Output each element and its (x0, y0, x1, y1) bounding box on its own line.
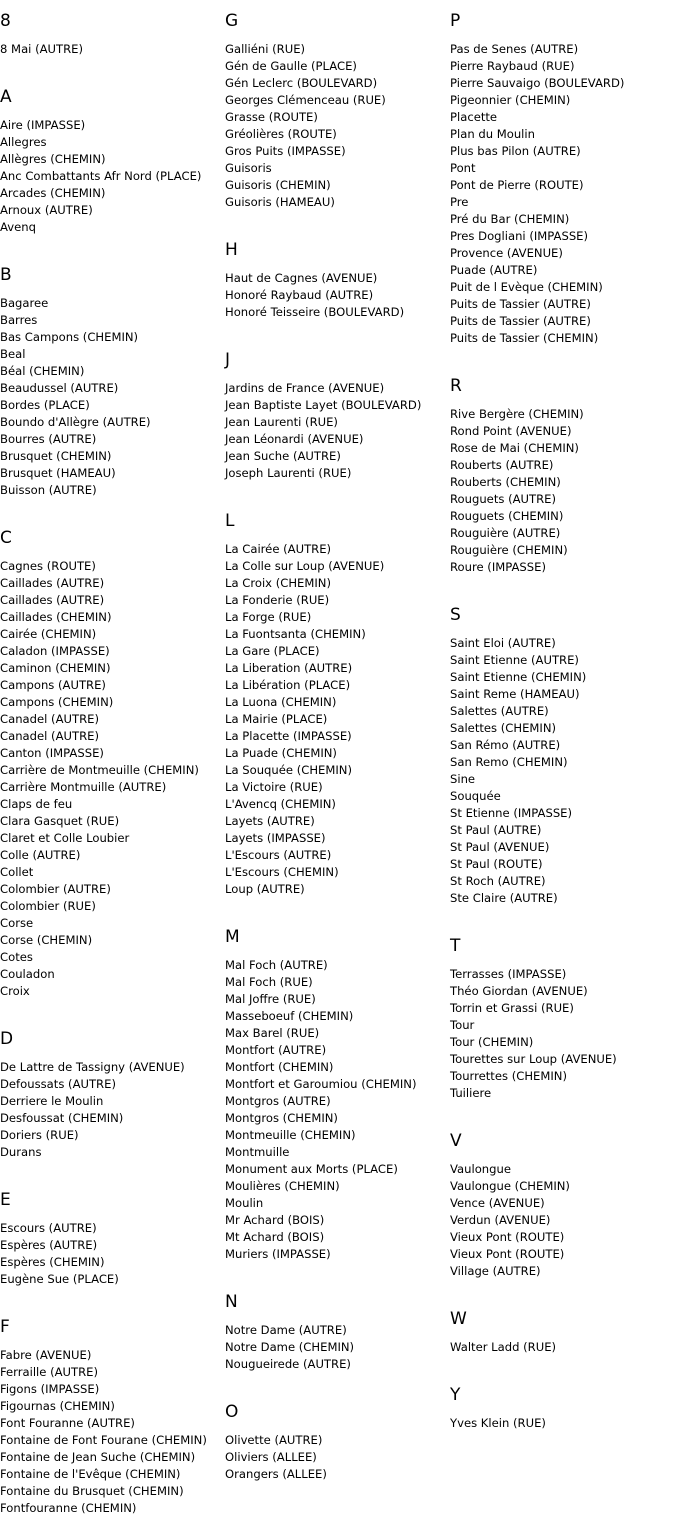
letter-section (450, 364, 675, 593)
letter-section (450, 1297, 675, 1373)
street-entry: Corse (CHEMIN) (0, 933, 93, 947)
section-spacer (225, 1483, 447, 1500)
street-entry: Village (AUTRE) (450, 1264, 541, 1278)
street-entry: Bourres (AUTRE) (0, 432, 97, 446)
street-entry: Mal Foch (AUTRE) (225, 958, 328, 972)
street-entry: Corse (0, 916, 34, 930)
letter-section (450, 1373, 675, 1449)
street-entry: Ste Claire (AUTRE) (450, 891, 558, 905)
street-entry: Honoré Raybaud (AUTRE) (225, 288, 374, 302)
section-letter-heading: J (225, 350, 231, 370)
street-entry: Montfort (AUTRE) (225, 1043, 327, 1057)
street-entry: Vaulongue (CHEMIN) (450, 1179, 570, 1193)
street-entry: Caillades (AUTRE) (0, 576, 105, 590)
street-entry: Cairée (CHEMIN) (0, 627, 97, 641)
street-entry: Couladon (0, 967, 55, 981)
street-entry: Pont de Pierre (ROUTE) (450, 178, 584, 192)
street-entry: Defoussats (AUTRE) (0, 1077, 116, 1091)
index-column (225, 0, 447, 1500)
street-entry: Gréolières (ROUTE) (225, 127, 337, 141)
street-entry: Bordes (PLACE) (0, 398, 90, 412)
letter-section (450, 1119, 675, 1297)
section-spacer (0, 236, 222, 253)
street-entry: St Paul (ROUTE) (450, 857, 543, 871)
street-entry: Fontaine de Font Fourane (CHEMIN) (0, 1433, 207, 1447)
street-entry: Georges Clémenceau (RUE) (225, 93, 386, 107)
street-entry: Collet (0, 865, 34, 879)
letter-section (450, 924, 675, 1119)
street-entry: La Cairée (AUTRE) (225, 542, 332, 556)
street-entry: Grasse (ROUTE) (225, 110, 318, 124)
street-entry: Allegres (0, 135, 47, 149)
street-entry: Fontaine de Jean Suche (CHEMIN) (0, 1450, 196, 1464)
street-entry: Montmeuille (CHEMIN) (225, 1128, 356, 1142)
street-entry: Salettes (CHEMIN) (450, 721, 557, 735)
street-entry: Montfort (CHEMIN) (225, 1060, 334, 1074)
street-entry: Croix (0, 984, 30, 998)
section-letter-heading: A (0, 87, 12, 107)
street-entry: Claret et Colle Loubier (0, 831, 130, 845)
street-entry: Boundo d'Allègre (AUTRE) (0, 415, 151, 429)
section-letter-heading: S (450, 605, 461, 625)
letter-section (0, 516, 222, 1017)
street-entry: La Libération (PLACE) (225, 678, 351, 692)
street-entry: Espères (AUTRE) (0, 1238, 98, 1252)
letter-section (450, 593, 675, 924)
street-entry: Fontfouranne (CHEMIN) (0, 1501, 137, 1515)
street-entry: Pas de Senes (AUTRE) (450, 42, 579, 56)
street-entry: Rouguière (AUTRE) (450, 526, 561, 540)
section-spacer (0, 1288, 222, 1305)
street-entry: Guisoris (225, 161, 272, 175)
street-entry: St Etienne (IMPASSE) (450, 806, 573, 820)
section-spacer (450, 1356, 675, 1373)
street-entry: Rouberts (AUTRE) (450, 458, 554, 472)
street-entry: Claps de feu (0, 797, 73, 811)
section-letter-heading: H (225, 240, 238, 260)
street-entry: Mal Foch (RUE) (225, 975, 313, 989)
street-entry: La Liberation (AUTRE) (225, 661, 353, 675)
section-letter-heading: G (225, 11, 239, 31)
street-entry: Figons (IMPASSE) (0, 1382, 100, 1396)
street-entry: La Gare (PLACE) (225, 644, 320, 658)
section-letter-heading: M (225, 927, 240, 947)
street-entry: Avenq (0, 220, 36, 234)
street-entry: L'Escours (CHEMIN) (225, 865, 339, 879)
street-entry: La Colle sur Loup (AVENUE) (225, 559, 385, 573)
letter-section (225, 499, 447, 915)
street-entry: Durans (0, 1145, 42, 1159)
street-entry: Saint Etienne (CHEMIN) (450, 670, 587, 684)
street-entry: Allègres (CHEMIN) (0, 152, 106, 166)
street-entry: Provence (AVENUE) (450, 246, 563, 260)
street-entry: Beal (0, 347, 26, 361)
street-entry: La Luona (CHEMIN) (225, 695, 337, 709)
street-entry: La Souquée (CHEMIN) (225, 763, 352, 777)
street-entry: Mt Achard (BOIS) (225, 1230, 325, 1244)
street-entry: Joseph Laurenti (RUE) (225, 466, 352, 480)
section-spacer (0, 499, 222, 516)
letter-section (0, 1305, 222, 1534)
street-entry: San Rémo (AUTRE) (450, 738, 561, 752)
street-entry: Jardins de France (AVENUE) (225, 381, 385, 395)
section-letter-heading: P (450, 11, 461, 31)
street-entry: Roure (IMPASSE) (450, 560, 546, 574)
street-entry: Masseboeuf (CHEMIN) (225, 1009, 354, 1023)
section-letter-heading: N (225, 1292, 238, 1312)
street-entry: Derriere le Moulin (0, 1094, 104, 1108)
street-entry: Cagnes (ROUTE) (0, 559, 96, 573)
street-entry: Sine (450, 772, 476, 786)
street-entry: Gén Leclerc (BOULEVARD) (225, 76, 378, 90)
street-entry: Brusquet (HAMEAU) (0, 466, 116, 480)
street-entry: Ferraille (AUTRE) (0, 1365, 99, 1379)
letter-section (450, 11, 675, 364)
section-spacer (450, 1280, 675, 1297)
street-entry: Tour (CHEMIN) (450, 1035, 534, 1049)
street-entry: Pre (450, 195, 469, 209)
street-entry: Moulières (CHEMIN) (225, 1179, 340, 1193)
street-entry: Fontaine du Brusquet (CHEMIN) (0, 1484, 184, 1498)
street-entry: Layets (AUTRE) (225, 814, 315, 828)
section-spacer (0, 1517, 222, 1534)
street-entry: Saint Eloi (AUTRE) (450, 636, 556, 650)
street-entry: Moulin (225, 1196, 264, 1210)
section-spacer (0, 1161, 222, 1178)
section-letter-heading: T (450, 936, 461, 956)
street-entry: Galliéni (RUE) (225, 42, 306, 56)
street-entry: Plus bas Pilon (AUTRE) (450, 144, 581, 158)
street-entry: Placette (450, 110, 498, 124)
street-entry: Clara Gasquet (RUE) (0, 814, 120, 828)
section-letter-heading: V (450, 1131, 462, 1151)
street-entry: Jean Suche (AUTRE) (225, 449, 341, 463)
section-spacer (225, 211, 447, 228)
street-entry: Buisson (AUTRE) (0, 483, 97, 497)
street-entry: Mal Joffre (RUE) (225, 992, 316, 1006)
street-entry: St Paul (AUTRE) (450, 823, 542, 837)
street-entry: Saint Etienne (AUTRE) (450, 653, 579, 667)
street-entry: Brusquet (CHEMIN) (0, 449, 112, 463)
letter-section (0, 1017, 222, 1178)
street-entry: Tourettes sur Loup (AVENUE) (450, 1052, 617, 1066)
street-entry: Vence (AVENUE) (450, 1196, 545, 1210)
section-spacer (450, 347, 675, 364)
street-entry: Rouguière (CHEMIN) (450, 543, 568, 557)
section-letter-heading: W (450, 1309, 467, 1329)
section-spacer (225, 898, 447, 915)
street-entry: Rive Bergère (CHEMIN) (450, 407, 584, 421)
street-entry: Desfoussat (CHEMIN) (0, 1111, 124, 1125)
street-entry: Pont (450, 161, 476, 175)
street-entry: L'Avencq (CHEMIN) (225, 797, 336, 811)
street-entry: Rouberts (CHEMIN) (450, 475, 561, 489)
street-entry: Caillades (AUTRE) (0, 593, 105, 607)
letter-section (225, 338, 447, 499)
street-entry: Honoré Teisseire (BOULEVARD) (225, 305, 405, 319)
street-entry: Béal (CHEMIN) (0, 364, 85, 378)
letter-section (225, 228, 447, 338)
street-entry: Olivette (AUTRE) (225, 1433, 323, 1447)
section-letter-heading: 8 (0, 11, 11, 31)
street-entry: Tuiliere (450, 1086, 492, 1100)
street-entry: Bagaree (0, 296, 49, 310)
street-entry: Canadel (AUTRE) (0, 729, 99, 743)
street-entry: Carrière de Montmeuille (CHEMIN) (0, 763, 199, 777)
street-entry: Tour (450, 1018, 475, 1032)
street-entry: Théo Giordan (AVENUE) (450, 984, 588, 998)
letter-section (225, 915, 447, 1280)
street-entry: Max Barel (RUE) (225, 1026, 320, 1040)
section-spacer (450, 1432, 675, 1449)
street-entry: Gros Puits (IMPASSE) (225, 144, 346, 158)
street-entry: Arcades (CHEMIN) (0, 186, 106, 200)
street-entry: La Fuontsanta (CHEMIN) (225, 627, 366, 641)
street-entry: Montgros (AUTRE) (225, 1094, 331, 1108)
street-entry: Escours (AUTRE) (0, 1221, 97, 1235)
street-entry: Salettes (AUTRE) (450, 704, 549, 718)
street-entry: La Victoire (RUE) (225, 780, 323, 794)
street-entry: Aire (IMPASSE) (0, 118, 86, 132)
street-entry: Anc Combattants Afr Nord (PLACE) (0, 169, 202, 183)
street-entry: Rouguets (CHEMIN) (450, 509, 564, 523)
section-letter-heading: D (0, 1029, 14, 1049)
letter-section (225, 11, 447, 228)
section-spacer (450, 907, 675, 924)
letter-section (0, 1178, 222, 1305)
section-letter-heading: B (0, 265, 12, 285)
street-entry: Espères (CHEMIN) (0, 1255, 105, 1269)
street-entry: Vieux Pont (ROUTE) (450, 1230, 565, 1244)
street-entry: Doriers (RUE) (0, 1128, 79, 1142)
street-entry: Montgros (CHEMIN) (225, 1111, 338, 1125)
letter-section (0, 11, 222, 75)
street-entry: Pierre Raybaud (RUE) (450, 59, 575, 73)
street-entry: Monument aux Morts (PLACE) (225, 1162, 398, 1176)
street-entry: Tourrettes (CHEMIN) (450, 1069, 567, 1083)
street-entry: Mr Achard (BOIS) (225, 1213, 325, 1227)
street-entry: L'Escours (AUTRE) (225, 848, 332, 862)
street-entry: Pres Dogliani (IMPASSE) (450, 229, 589, 243)
street-entry: Muriers (IMPASSE) (225, 1247, 331, 1261)
street-entry: Guisoris (CHEMIN) (225, 178, 331, 192)
street-entry: Font Fouranne (AUTRE) (0, 1416, 135, 1430)
street-entry: Campons (CHEMIN) (0, 695, 114, 709)
street-entry: La Mairie (PLACE) (225, 712, 328, 726)
street-entry: Carrière Montmuille (AUTRE) (0, 780, 167, 794)
street-entry: Jean Léonardi (AVENUE) (225, 432, 364, 446)
street-entry: Layets (IMPASSE) (225, 831, 326, 845)
street-entry: Pigeonnier (CHEMIN) (450, 93, 571, 107)
street-entry: Puade (AUTRE) (450, 263, 538, 277)
letter-section (0, 75, 222, 253)
street-entry: Pré du Bar (CHEMIN) (450, 212, 570, 226)
section-letter-heading: R (450, 376, 462, 396)
street-entry: Barres (0, 313, 38, 327)
street-entry: Vieux Pont (ROUTE) (450, 1247, 565, 1261)
street-entry: Notre Dame (AUTRE) (225, 1323, 347, 1337)
street-entry: Canadel (AUTRE) (0, 712, 99, 726)
letter-section (225, 1390, 447, 1500)
section-spacer (0, 1000, 222, 1017)
street-entry: Eugène Sue (PLACE) (0, 1272, 119, 1286)
section-letter-heading: O (225, 1402, 239, 1422)
street-entry: Vaulongue (450, 1162, 511, 1176)
street-entry: St Paul (AVENUE) (450, 840, 550, 854)
street-entry: Saint Reme (HAMEAU) (450, 687, 580, 701)
street-entry: Souquée (450, 789, 501, 803)
street-entry: Orangers (ALLEE) (225, 1467, 327, 1481)
street-entry: Montfort et Garoumiou (CHEMIN) (225, 1077, 417, 1091)
section-letter-heading: Y (450, 1385, 461, 1405)
section-spacer (450, 576, 675, 593)
street-entry: Puits de Tassier (AUTRE) (450, 297, 591, 311)
section-spacer (225, 1263, 447, 1280)
street-entry: St Roch (AUTRE) (450, 874, 546, 888)
street-entry: La Placette (IMPASSE) (225, 729, 352, 743)
street-entry: Fontaine de l'Evêque (CHEMIN) (0, 1467, 181, 1481)
letter-section (225, 1280, 447, 1390)
street-entry: De Lattre de Tassigny (AVENUE) (0, 1060, 185, 1074)
street-entry: Plan du Moulin (450, 127, 535, 141)
section-spacer (225, 321, 447, 338)
section-letter-heading: F (0, 1317, 10, 1337)
street-entry: Cotes (0, 950, 33, 964)
street-entry: Fabre (AVENUE) (0, 1348, 92, 1362)
street-entry: Loup (AUTRE) (225, 882, 305, 896)
street-entry: Jean Baptiste Layet (BOULEVARD) (225, 398, 422, 412)
street-entry: Torrin et Grassi (RUE) (450, 1001, 574, 1015)
street-entry: Beaudussel (AUTRE) (0, 381, 119, 395)
street-entry: Terrasses (IMPASSE) (450, 967, 567, 981)
street-entry: La Puade (CHEMIN) (225, 746, 337, 760)
street-entry: Montmuille (225, 1145, 290, 1159)
street-entry: Puits de Tassier (AUTRE) (450, 314, 591, 328)
street-entry: Puits de Tassier (CHEMIN) (450, 331, 599, 345)
street-entry: Figournas (CHEMIN) (0, 1399, 115, 1413)
street-entry: Yves Klein (RUE) (450, 1416, 546, 1430)
street-entry: La Croix (CHEMIN) (225, 576, 331, 590)
street-entry: San Remo (CHEMIN) (450, 755, 568, 769)
street-entry: La Forge (RUE) (225, 610, 312, 624)
street-entry: Verdun (AVENUE) (450, 1213, 551, 1227)
index-column (0, 0, 222, 1534)
street-entry: Pierre Sauvaigo (BOULEVARD) (450, 76, 625, 90)
street-entry: La Fonderie (RUE) (225, 593, 330, 607)
street-entry: Bas Campons (CHEMIN) (0, 330, 139, 344)
street-entry: Rouguets (AUTRE) (450, 492, 557, 506)
street-entry: Caladon (IMPASSE) (0, 644, 110, 658)
street-entry: Colombier (AUTRE) (0, 882, 111, 896)
street-entry: Jean Laurenti (RUE) (225, 415, 338, 429)
index-column (450, 0, 675, 1449)
street-entry: Caminon (CHEMIN) (0, 661, 111, 675)
street-entry: Colombier (RUE) (0, 899, 96, 913)
street-entry: Arnoux (AUTRE) (0, 203, 93, 217)
section-letter-heading: E (0, 1190, 11, 1210)
street-entry: Caillades (CHEMIN) (0, 610, 112, 624)
section-spacer (0, 58, 222, 75)
section-spacer (225, 482, 447, 499)
letter-section (0, 253, 222, 516)
street-entry: Notre Dame (CHEMIN) (225, 1340, 355, 1354)
section-spacer (225, 1373, 447, 1390)
street-entry: Colle (AUTRE) (0, 848, 81, 862)
street-entry: Nougueirede (AUTRE) (225, 1357, 351, 1371)
street-entry: Campons (AUTRE) (0, 678, 106, 692)
section-spacer (450, 1102, 675, 1119)
street-entry: Walter Ladd (RUE) (450, 1340, 557, 1354)
street-entry: 8 Mai (AUTRE) (0, 42, 84, 56)
street-entry: Gén de Gaulle (PLACE) (225, 59, 357, 73)
street-entry: Guisoris (HAMEAU) (225, 195, 335, 209)
section-letter-heading: C (0, 528, 12, 548)
street-entry: Rose de Mai (CHEMIN) (450, 441, 579, 455)
street-entry: Haut de Cagnes (AVENUE) (225, 271, 378, 285)
street-entry: Canton (IMPASSE) (0, 746, 104, 760)
street-entry: Puit de l Evèque (CHEMIN) (450, 280, 603, 294)
street-entry: Rond Point (AVENUE) (450, 424, 572, 438)
street-entry: Oliviers (ALLEE) (225, 1450, 317, 1464)
section-letter-heading: L (225, 511, 235, 531)
